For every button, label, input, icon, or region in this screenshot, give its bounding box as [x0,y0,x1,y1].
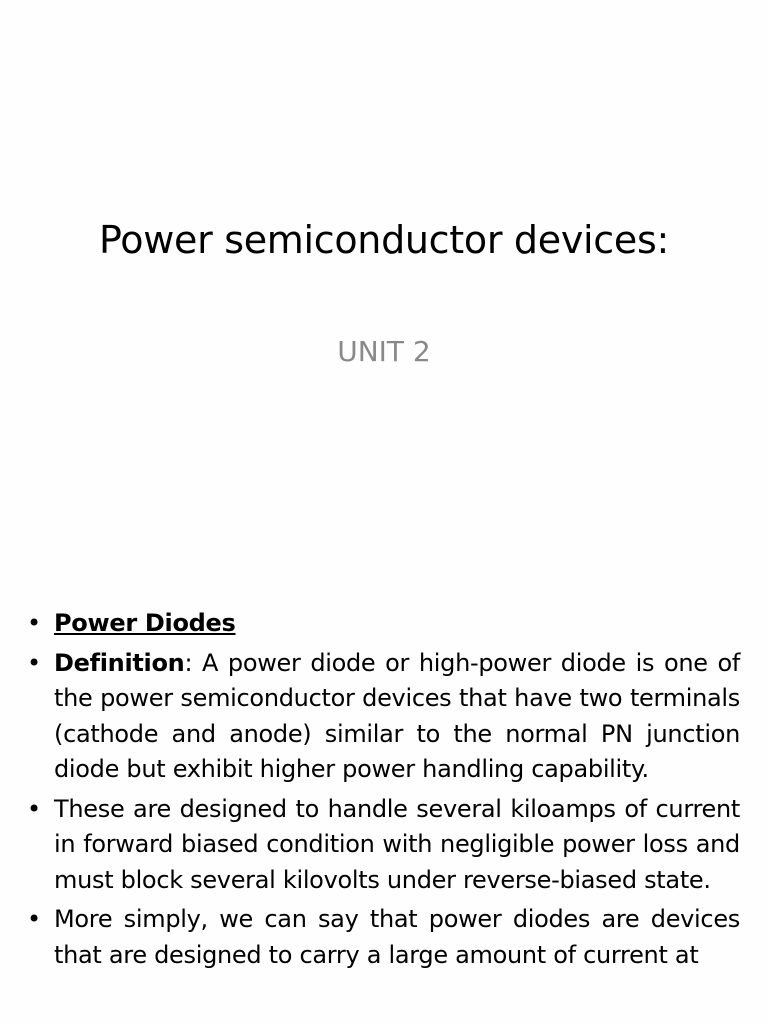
bullet-icon: • [27,794,41,823]
slide-title: Power semiconductor devices: [99,218,669,262]
definition-label: Definition [54,648,185,677]
bullet-list [27,606,740,973]
list-item [27,792,740,899]
bullet-icon: • [27,648,41,677]
bullet-text: These are designed to handle several kiloamps of current in forward biased condition with negligible power loss and must block several kilovolts under reverse-biased state. [54,794,740,894]
bullet-text: More simply, we can say that power diodes are devices that are designed to carry a large amount of current at [54,905,740,969]
list-item [27,646,740,788]
list-item [27,606,740,642]
list-item [27,902,740,973]
bullet-content [27,606,740,977]
slide-subtitle: UNIT 2 [337,335,431,368]
bullet-icon: • [27,905,41,933]
definition-text: : A power diode or high-power diode is one of the power semiconductor devices that have two terminals (cathode and anode) similar to the normal PN junction diode but exhibit higher power handling capability. [54,648,740,783]
bullet-icon: • [27,609,41,637]
section-heading: Power Diodes [54,609,236,637]
